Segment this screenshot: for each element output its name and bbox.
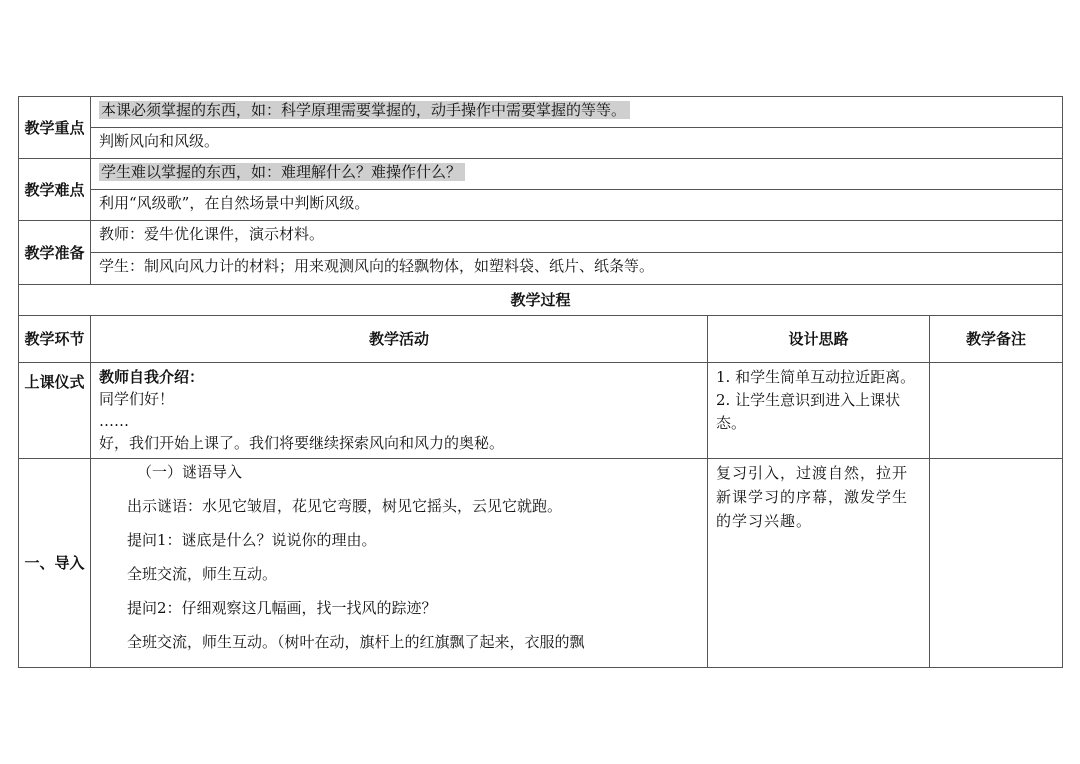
key-points-content: 判断风向和风级。 [91,128,1063,159]
preparation-student: 学生：制风向风力计的材料；用来观测风向的轻飘物体，如塑料袋、纸片、纸条等。 [91,253,1063,285]
header-activity: 教学活动 [91,316,708,363]
activity-line: 全班交流，师生互动。 [127,565,278,583]
header-notes: 教学备注 [930,316,1063,363]
key-points-hint-cell [91,97,1063,128]
row-activity-ceremony [91,363,708,459]
row-notes-intro [930,459,1063,668]
row-activity-intro [91,459,708,668]
difficulties-label: 教学难点 [19,159,91,221]
header-design: 设计思路 [708,316,930,363]
activity-line: 出示谜语：水见它皱眉，花见它弯腰，树见它摇头，云见它就跑。 [127,497,563,515]
row-stage-ceremony: 上课仪式 [19,363,91,459]
key-points-hint: 本课必须掌握的东西，如：科学原理需要掌握的，动手操作中需要掌握的等等。 [99,101,630,119]
row-design-ceremony: 1. 和学生简单互动拉近距离。2. 让学生意识到进入上课状态。 [708,363,930,459]
row-stage-intro: 一、导入 [19,459,91,668]
activity-line: 教师自我介绍： [99,368,205,386]
difficulties-hint-cell [91,159,1063,190]
row-notes-ceremony [930,363,1063,459]
preparation-label: 教学准备 [19,221,91,285]
activity-line: 全班交流，师生互动。（树叶在动，旗杆上的红旗飘了起来，衣服的飘 [127,633,585,651]
lesson-plan-table [18,96,1062,668]
process-title: 教学过程 [19,285,1063,316]
row-design-intro: 复习引入，过渡自然，拉开新课学习的序幕，激发学生的学习兴趣。 [708,459,930,668]
difficulties-hint: 学生难以掌握的东西，如：难理解什么？难操作什么？ [99,163,465,181]
activity-line: 同学们好！ [99,390,175,408]
activity-line: 提问2：仔细观察这几幅画，找一找风的踪迹？ [127,599,437,617]
key-points-label: 教学重点 [19,97,91,159]
activity-line: （一）谜语导入 [137,463,243,481]
activity-line: …… [99,412,129,430]
preparation-teacher: 教师：爱牛优化课件，演示材料。 [91,221,1063,253]
activity-line: 好，我们开始上课了。我们将要继续探索风向和风力的奥秘。 [99,434,505,452]
difficulties-content: 利用“风级歌”，在自然场景中判断风级。 [91,190,1063,221]
activity-line: 提问1：谜底是什么？说说你的理由。 [127,531,377,549]
header-stage: 教学环节 [19,316,91,363]
